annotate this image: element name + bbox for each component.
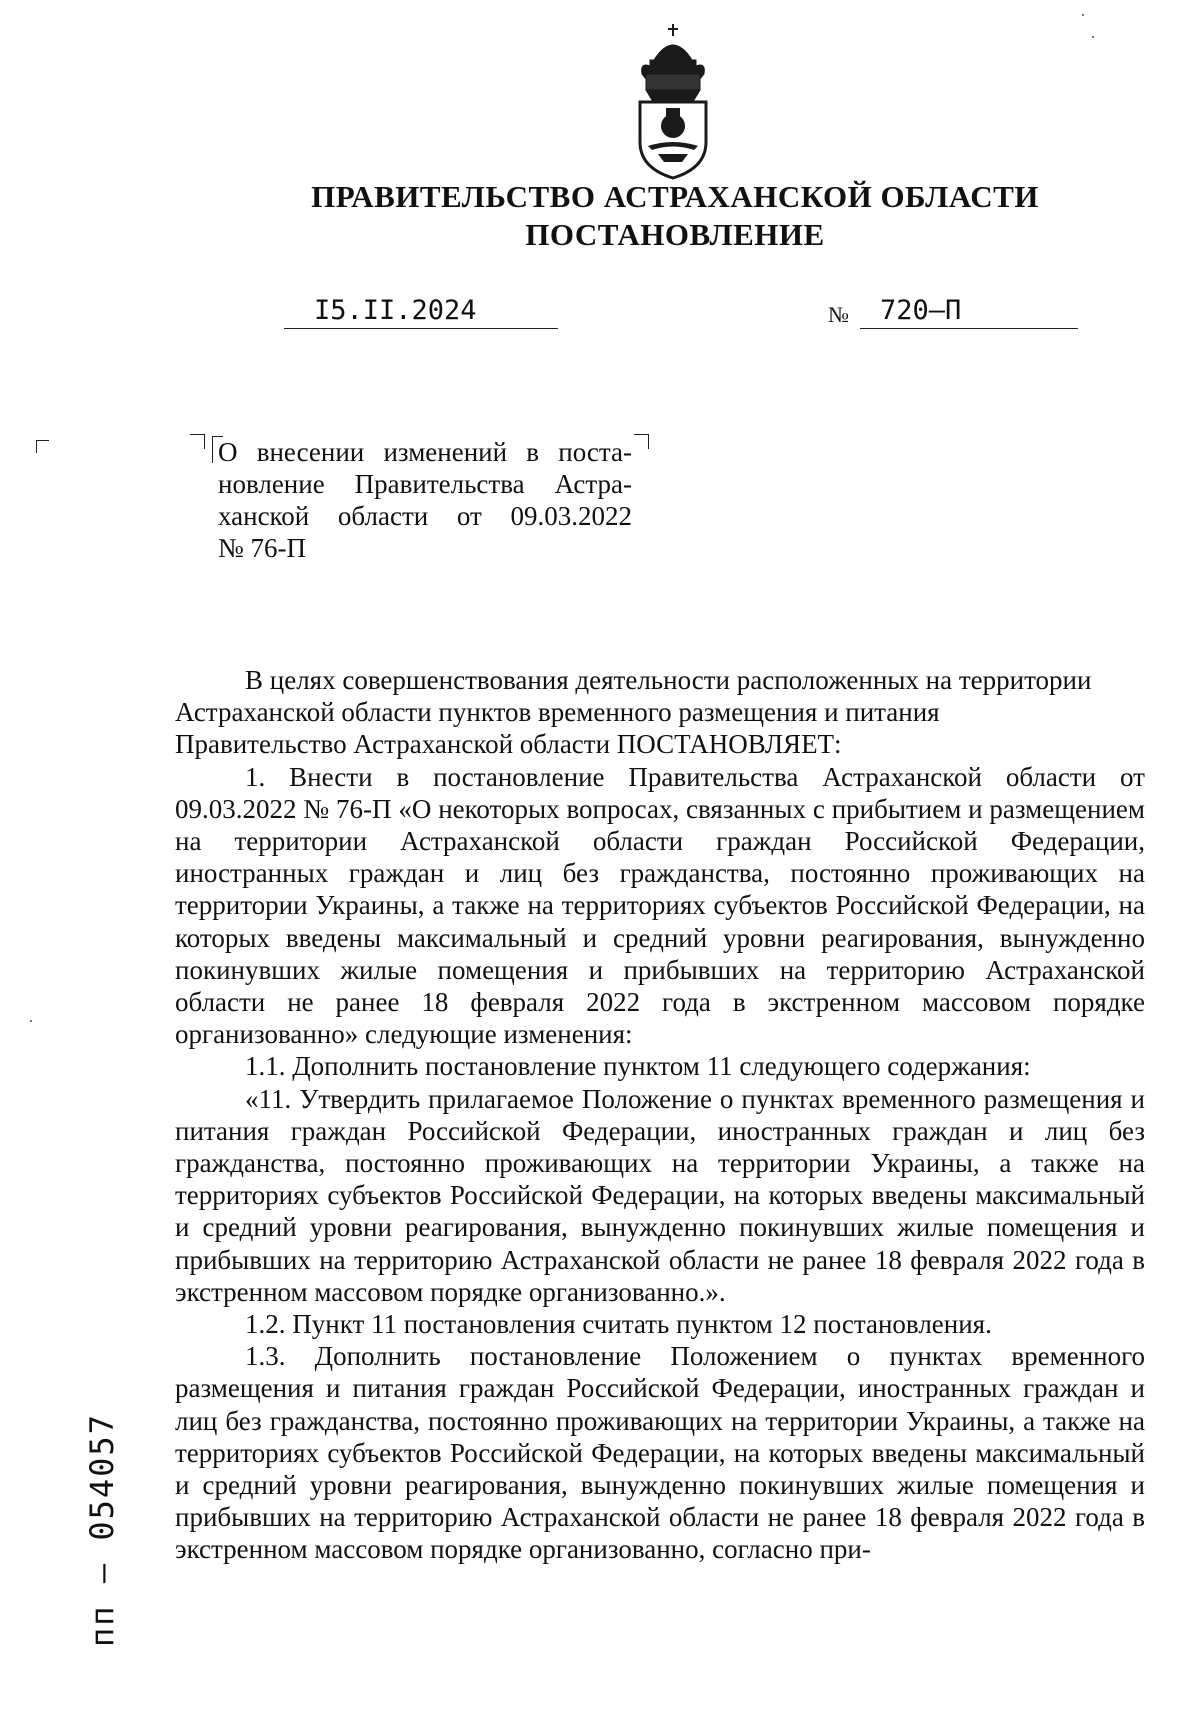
body-paragraph: Правительство Астраханской области ПОСТАНОВЛЯЕТ: (175, 729, 842, 760)
document-body (175, 664, 1145, 1566)
scan-speck (30, 1020, 32, 1022)
margin-serial-code (82, 1380, 122, 1680)
document-subject (218, 436, 632, 564)
body-paragraph: 1.3. Дополнить постановление Положением о пунктах временного размещения и питания граждан Российской Федерации, иностранных граждан и лиц без гражданства, постоянно проживающих на территории Украины, а также на территориях субъектов Российской Федерации, на которых введены максимальный и средний уровни реагирования, вынужденно покинувших жилые помещения и прибывших на территорию Астраханской области не ранее 18 февраля 2022 года в экстренном массовом порядке организованно, согласно при- (175, 1341, 1145, 1565)
organization-name: ПРАВИТЕЛЬСТВО АСТРАХАНСКОЙ ОБЛАСТИ (311, 179, 1039, 214)
body-paragraph: 1. Внести в постановление Правительства Астраханской области от 09.03.2022 № 76-П «О некоторых вопросах, связанных с прибытием и размещением на территории Астраханской области граждан Российской Федерации, иностранных граждан и лиц без гражданства, постоянно проживающих на территории Украины, а также на территориях субъектов Российской Федерации, на которых введены максимальный и средний уровни реагирования, вынужденно покинувших жилые помещения и прибывших на территорию Астраханской области не ранее 18 февраля 2022 года в экстренном массовом порядке организованно» следующие изменения: (175, 761, 1145, 1050)
scan-speck (1092, 36, 1094, 38)
date-field (284, 294, 558, 329)
body-paragraph: В целях совершенствования деятельности расположенных на территории (245, 665, 1092, 695)
coat-of-arms-emblem (632, 22, 714, 180)
subject-line: № 76-П (218, 533, 307, 563)
document-type: ПОСТАНОВЛЕНИЕ (525, 217, 825, 252)
number-sign: № (828, 302, 849, 327)
document-date: I5.II.2024 (314, 295, 477, 326)
corner-mark-left (36, 440, 49, 453)
body-paragraph: «11. Утвердить прилагаемое Положение о пунктах временного размещения и питания граждан Российской Федерации, иностранных граждан и лиц без гражданства, постоянно проживающих на территории Украины, а также на территориях субъектов Российской Федерации, на которых введены максимальный и средний уровни реагирования, вынужденно покинувших жилые помещения и прибывших на территорию Астраханской области не ранее 18 февраля 2022 года в экстренном массовом порядке организованно.». (175, 1083, 1145, 1307)
serial-code-text: пп – 054057 (83, 1413, 121, 1647)
body-paragraph: 1.1. Дополнить постановление пунктом 11 следующего содержания: (245, 1051, 1031, 1082)
subject-line: ханской области от 09.03.2022 (218, 501, 632, 531)
scan-speck (1082, 14, 1084, 16)
corner-mark-subject-right (634, 434, 649, 449)
body-paragraph: 1.2. Пункт 11 постановления считать пунктом 12 постановления. (245, 1309, 992, 1340)
number-field (860, 294, 1078, 329)
subject-line: О внесении изменений в поста- (218, 437, 632, 467)
body-paragraph: Астраханской области пунктов временного размещения и питания (175, 697, 940, 728)
document-number: 720–П (880, 295, 962, 326)
subject-line: новление Правительства Астра- (218, 469, 632, 499)
corner-mark-subject-left (190, 434, 205, 449)
